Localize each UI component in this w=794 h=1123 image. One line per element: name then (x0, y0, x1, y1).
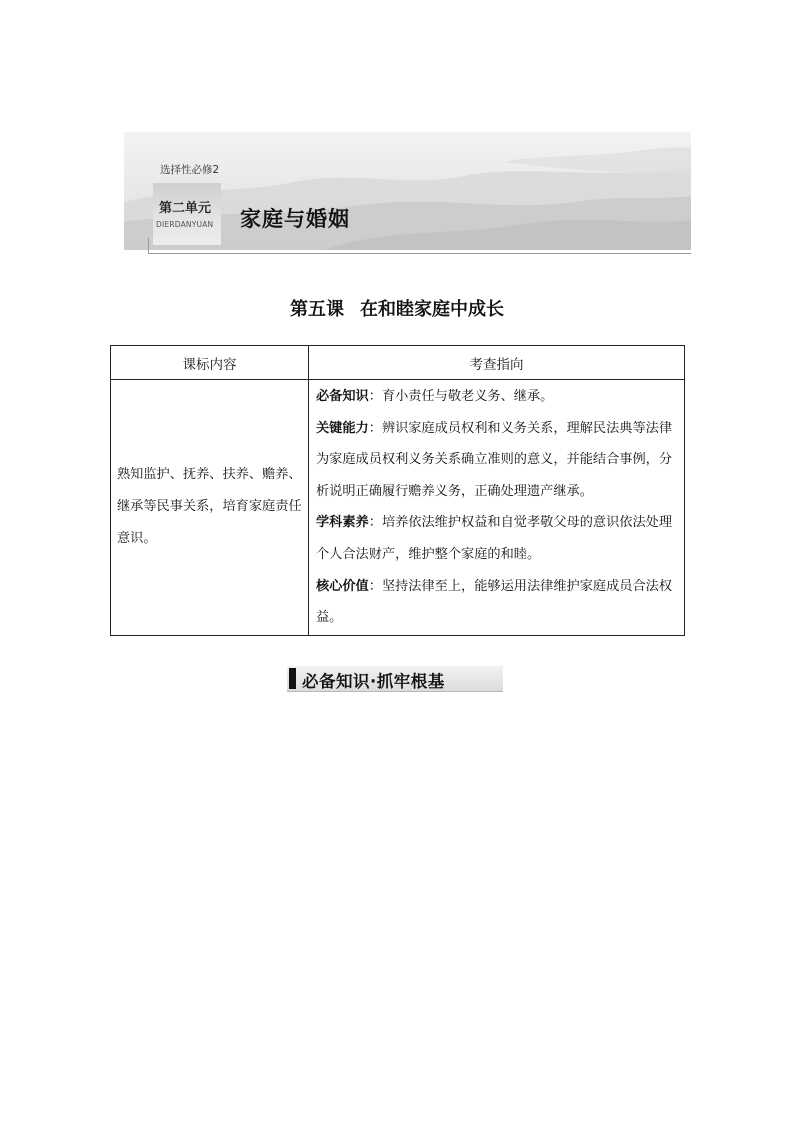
unit-name: 家庭与婚姻 (240, 207, 350, 231)
item-label: 学科素养 (316, 515, 369, 531)
section-bar-marker (289, 668, 296, 689)
unit-title: 第二单元 (159, 201, 212, 216)
item-label: 关键能力 (316, 420, 369, 436)
lesson-number: 第五课 (290, 299, 344, 320)
banner-divider-hook (148, 238, 149, 254)
item-separator: ： (368, 389, 382, 404)
table-row (111, 380, 685, 636)
header-standard-content: 课标内容 (111, 346, 309, 380)
curriculum-table (110, 345, 685, 636)
table-header-row (111, 346, 685, 380)
item-separator: ： (368, 420, 382, 436)
list-item (316, 381, 678, 413)
standard-content-cell: 熟知监护、抚养、扶养、赡养、继承等民事关系，培育家庭责任意识。 (111, 380, 309, 636)
item-label: 核心价值 (316, 578, 369, 594)
header-assessment-focus: 考查指向 (309, 346, 685, 380)
unit-pinyin: DIERDANYUAN (156, 220, 214, 229)
list-item (316, 571, 678, 634)
item-text: 坚持法律至上，能够运用法律维护家庭成员合法权益。 (316, 578, 673, 626)
book-label: 选择性必修2 (160, 164, 220, 176)
banner-underline (148, 253, 691, 254)
item-label: 必备知识 (316, 389, 369, 404)
item-separator: ： (368, 515, 382, 531)
assessment-focus-cell (309, 380, 685, 636)
item-text: 培养依法维护权益和自觉孝敬父母的意识依法处理个人合法财产，维护整个家庭的和睦。 (316, 515, 673, 562)
section-title: 必备知识·抓牢根基 (302, 672, 445, 691)
item-text: 育小责任与敬老义务、继承。 (381, 389, 554, 404)
list-item (316, 413, 678, 508)
lesson-name: 在和睦家庭中成长 (360, 299, 504, 320)
item-separator: ： (368, 578, 382, 594)
lesson-title (0, 295, 794, 321)
item-text: 辨识家庭成员权利和义务关系，理解民法典等法律为家庭成员权利义务关系确立准则的意义，并能结合事例，分析说明正确履行赡养义务，正确处理遗产继承。 (316, 420, 673, 499)
list-item (316, 507, 678, 570)
